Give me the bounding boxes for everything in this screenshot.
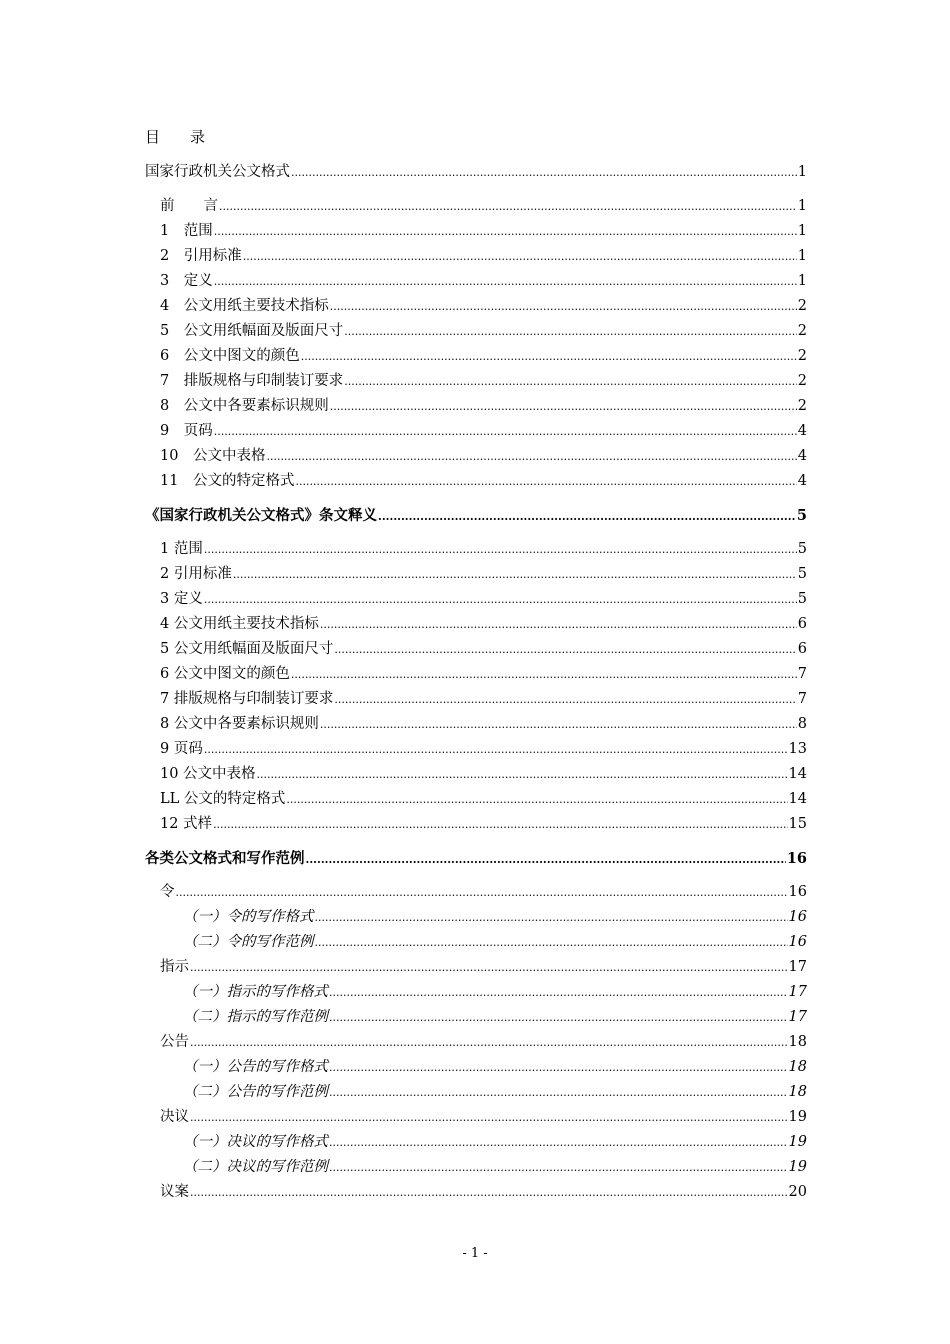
dot-leader (190, 1180, 788, 1205)
toc-entry-page-number: 5 (797, 566, 807, 582)
toc-entry-label: 1 范围 (160, 541, 203, 557)
toc-entry-label: 令 (160, 884, 175, 900)
toc-entry[interactable] (145, 880, 807, 905)
toc-entry-page-number: 2 (797, 298, 807, 314)
dot-leader (176, 880, 788, 905)
toc-entry[interactable] (145, 712, 807, 737)
toc-entry[interactable] (145, 269, 807, 294)
toc-entry-label: 议案 (160, 1184, 189, 1200)
toc-entry[interactable] (145, 160, 807, 185)
dot-leader (214, 269, 797, 294)
toc-entry[interactable] (145, 587, 807, 612)
toc-entry[interactable] (145, 612, 807, 637)
toc-entry[interactable] (145, 1180, 807, 1205)
toc-entry-label: 8 公文中各要素标识规则 (160, 716, 319, 732)
toc-entry-label: 决议 (160, 1109, 189, 1125)
toc-entry-label: 指示 (160, 959, 189, 975)
dot-leader (344, 369, 797, 394)
toc-entry-page-number: 16 (786, 850, 807, 867)
toc-entry-page-number: 15 (788, 816, 807, 832)
toc-entry-label: 12 式样 (160, 816, 213, 832)
toc-entry[interactable] (145, 344, 807, 369)
toc-entry[interactable] (145, 662, 807, 687)
dot-leader (344, 319, 797, 344)
toc-entry-page-number: 5 (797, 591, 807, 607)
toc-entry-page-number: 1 (797, 223, 807, 239)
dot-leader (190, 1105, 788, 1130)
toc-entry-page-number: 2 (797, 373, 807, 389)
toc-entry-page-number: 17 (788, 959, 807, 975)
toc-entry-page-number: 17 (788, 1009, 807, 1025)
toc-entry-page-number: 19 (788, 1159, 807, 1175)
toc-entry-label: （二）决议的写作范例 (183, 1159, 328, 1175)
dot-leader (243, 244, 797, 269)
toc-entry[interactable] (145, 812, 807, 837)
toc-entry-page-number: 18 (788, 1084, 807, 1100)
toc-entry[interactable] (145, 444, 807, 469)
toc-entry-label: 8 公文中各要素标识规则 (160, 398, 329, 414)
toc-entry-page-number: 19 (788, 1109, 807, 1125)
dot-leader (329, 980, 788, 1005)
toc-entry-page-number: 16 (788, 934, 807, 950)
toc-entry-label: 前 言 (160, 198, 218, 214)
toc-entry-page-number: 5 (796, 507, 807, 524)
toc-entry[interactable] (145, 930, 807, 955)
toc-entry[interactable] (145, 319, 807, 344)
toc-entry[interactable] (145, 1005, 807, 1030)
toc-entry[interactable] (145, 1080, 807, 1105)
toc-entry-label: （一）令的写作格式 (183, 909, 314, 925)
toc-entry-label: 2 引用标准 (160, 248, 242, 264)
toc-entry-page-number: 2 (797, 348, 807, 364)
dot-leader (330, 294, 797, 319)
dot-leader (257, 762, 788, 787)
dot-leader (190, 955, 788, 980)
table-of-contents (145, 160, 807, 1205)
toc-entry-page-number: 14 (788, 766, 807, 782)
toc-entry-label: 《国家行政机关公文格式》条文释义 (145, 507, 377, 524)
toc-entry-label: 7 排版规格与印制装订要求 (160, 373, 344, 389)
toc-entry-label: 5 公文用纸幅面及版面尺寸 (160, 323, 344, 339)
toc-entry-label: （二）指示的写作范例 (183, 1009, 328, 1025)
toc-entry[interactable] (145, 1155, 807, 1180)
toc-title: 目 录 (145, 128, 206, 146)
dot-leader (204, 537, 797, 562)
toc-entry-page-number: 18 (788, 1034, 807, 1050)
toc-entry-page-number: 7 (797, 666, 807, 682)
dot-leader (334, 687, 796, 712)
toc-entry[interactable] (145, 369, 807, 394)
dot-leader (204, 587, 797, 612)
toc-entry-label: 10 公文中表格 (160, 766, 256, 782)
toc-entry-page-number: 8 (797, 716, 807, 732)
toc-entry-label: 2 引用标准 (160, 566, 232, 582)
toc-entry-label: 各类公文格式和写作范例 (145, 850, 305, 867)
toc-entry-page-number: 6 (797, 641, 807, 657)
toc-entry[interactable] (145, 955, 807, 980)
toc-entry-label: 4 公文用纸主要技术指标 (160, 298, 329, 314)
dot-leader (286, 787, 787, 812)
toc-entry-label: 5 公文用纸幅面及版面尺寸 (160, 641, 334, 657)
toc-entry-label: （一）决议的写作格式 (183, 1134, 328, 1150)
toc-entry-page-number: 4 (797, 448, 807, 464)
toc-entry[interactable] (145, 787, 807, 812)
toc-entry-label: 10 公文中表格 (160, 448, 266, 464)
toc-entry-label: （二）公告的写作范例 (183, 1084, 328, 1100)
dot-leader (329, 1155, 788, 1180)
dot-leader (315, 905, 788, 930)
toc-entry[interactable] (145, 846, 807, 871)
toc-entry-page-number: 4 (797, 423, 807, 439)
toc-entry-page-number: 14 (788, 791, 807, 807)
toc-entry-label: （一）指示的写作格式 (183, 984, 328, 1000)
toc-entry-page-number: 16 (788, 909, 807, 925)
toc-entry-label: （二）令的写作范例 (183, 934, 314, 950)
dot-leader (315, 930, 788, 955)
toc-entry[interactable] (145, 1055, 807, 1080)
dot-leader (214, 219, 797, 244)
dot-leader (219, 194, 797, 219)
toc-entry-label: 9 页码 (160, 423, 213, 439)
toc-entry-page-number: 5 (797, 541, 807, 557)
toc-entry-page-number: 19 (788, 1134, 807, 1150)
toc-entry-label: 1 范围 (160, 223, 213, 239)
dot-leader (214, 419, 797, 444)
toc-entry[interactable] (145, 194, 807, 219)
dot-leader (329, 1080, 788, 1105)
page-number-footer: - 1 - (462, 1246, 488, 1261)
dot-leader (329, 1130, 788, 1155)
dot-leader (266, 444, 796, 469)
toc-entry[interactable] (145, 294, 807, 319)
toc-entry[interactable] (145, 244, 807, 269)
toc-entry-page-number: 18 (788, 1059, 807, 1075)
toc-entry-page-number: 1 (797, 273, 807, 289)
toc-entry-label: 11 公文的特定格式 (160, 473, 295, 489)
toc-entry-label: 3 定义 (160, 591, 203, 607)
toc-entry-page-number: 2 (797, 398, 807, 414)
toc-entry-page-number: 13 (788, 741, 807, 757)
toc-entry-label: 6 公文中图文的颜色 (160, 666, 290, 682)
toc-entry-label: （一）公告的写作格式 (183, 1059, 328, 1075)
toc-entry[interactable] (145, 1130, 807, 1155)
toc-entry-page-number: 17 (788, 984, 807, 1000)
dot-leader (301, 344, 797, 369)
toc-entry-page-number: 4 (797, 473, 807, 489)
toc-entry-page-number: 20 (788, 1184, 807, 1200)
toc-entry[interactable] (145, 737, 807, 762)
toc-entry[interactable] (145, 980, 807, 1005)
toc-entry-label: 6 公文中图文的颜色 (160, 348, 300, 364)
toc-entry[interactable] (145, 637, 807, 662)
dot-leader (295, 469, 796, 494)
dot-leader (306, 846, 786, 872)
dot-leader (334, 637, 796, 662)
toc-entry[interactable] (145, 1030, 807, 1055)
toc-entry[interactable] (145, 537, 807, 562)
toc-entry[interactable] (145, 219, 807, 244)
dot-leader (329, 1005, 788, 1030)
dot-leader (204, 737, 788, 762)
toc-entry-page-number: 7 (797, 691, 807, 707)
dot-leader (291, 160, 797, 185)
toc-entry-label: 7 排版规格与印制装订要求 (160, 691, 334, 707)
toc-entry-page-number: 6 (797, 616, 807, 632)
dot-leader (320, 712, 797, 737)
toc-entry[interactable] (145, 562, 807, 587)
toc-entry[interactable] (145, 469, 807, 494)
toc-entry-page-number: 1 (797, 248, 807, 264)
dot-leader (190, 1030, 788, 1055)
toc-entry-label: 9 页码 (160, 741, 203, 757)
dot-leader (320, 612, 797, 637)
dot-leader (330, 394, 797, 419)
toc-entry-page-number: 1 (797, 198, 807, 214)
toc-entry[interactable] (145, 419, 807, 444)
toc-entry[interactable] (145, 905, 807, 930)
toc-entry-page-number: 1 (797, 164, 807, 180)
toc-entry-label: LL 公文的特定格式 (160, 791, 286, 807)
toc-entry[interactable] (145, 1105, 807, 1130)
dot-leader (378, 503, 796, 529)
toc-entry-page-number: 2 (797, 323, 807, 339)
toc-entry-label: 4 公文用纸主要技术指标 (160, 616, 319, 632)
toc-entry-label: 公告 (160, 1034, 189, 1050)
toc-entry[interactable] (145, 687, 807, 712)
toc-entry[interactable] (145, 762, 807, 787)
toc-entry[interactable] (145, 394, 807, 419)
dot-leader (329, 1055, 788, 1080)
dot-leader (233, 562, 797, 587)
toc-entry-page-number: 16 (788, 884, 807, 900)
toc-entry-label: 3 定义 (160, 273, 213, 289)
toc-entry-label: 国家行政机关公文格式 (145, 164, 290, 180)
dot-leader (291, 662, 797, 687)
toc-entry[interactable] (145, 503, 807, 528)
dot-leader (213, 812, 787, 837)
